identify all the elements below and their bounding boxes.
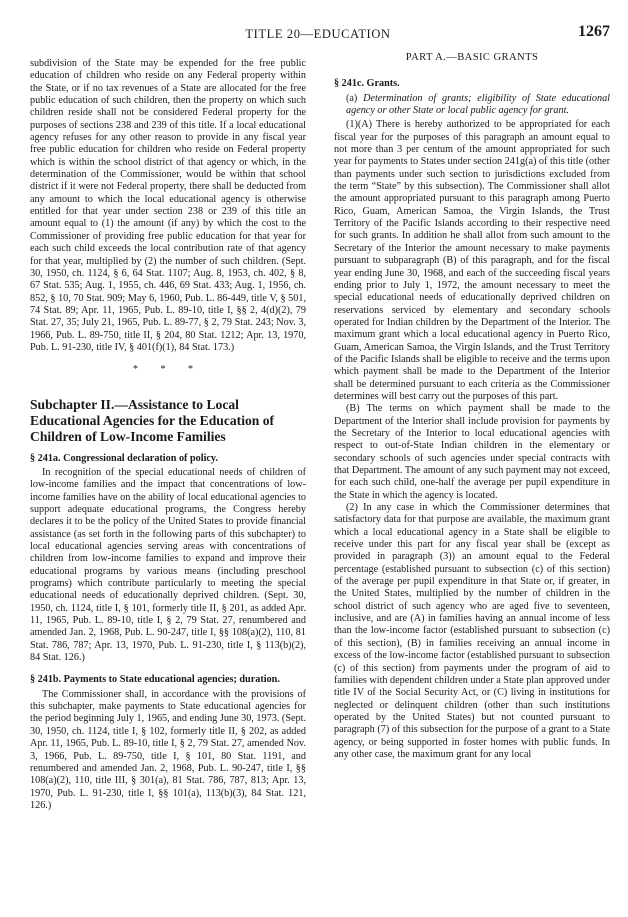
section-241b-text: The Commissioner shall, in accordance with the provisions of this subchapter, make payments to State educational agencies for the period beginning July 1, 1965, and ending June 30, 1973. (Sept. 30, 1950, ch. 1124, title I, § 102, formerly title II, § 202, as added Apr. 11, 1965, Pub. L. 89-10, title I, § 2, 79 Stat. 27, amended Nov. 3, 1966, Pub. L. 89-750, title I, § 101, 80 Stat. 1191, and renumbered and amended Jan. 2, 1968, Pub. L. 90-247, title I, §§ 108(a)(2), 110, title III, § 301(a), 81 Stat. 786, 787, 813; Apr. 13, 1970, Pub. L. 91-230, title I, §§ 101(a), 113(b)(3), 84 Stat. 121, 126.): [30, 688, 306, 811]
section-241a-heading: § 241a. Congressional declaration of policy.: [30, 452, 219, 464]
running-header: [26, 23, 610, 43]
paragraph-1A: (1)(A) There is hereby authorized to be appropriated for each fiscal year for the purposes of this paragraph an amount equal to not more than 3 per centum of the amount appropriated for such year for payments to States under section 241g(a) of this title (other than payments under such section to jurisdictions excluded from the term “State” by this subsection). The Commissioner shall allot the amount appropriated pursuant to this paragraph among Puerto Rico, Guam, American Samoa, the Virgin Islands, the Trust Territory of the Pacific Islands according to their respective need for such grants. In addition he shall allot from such amount to the Secretary of the Interior the amount necessary to make payments pursuant to subparagraph (B) of this paragraph, and for the fiscal year ending June 30, 1968, and each of the succeeding fiscal years ending prior to July 1, 1972, the amount necessary to meet the special educational needs of educationally deprived children on reservations serviced by elementary and secondary schools operated for Indian children by the Department of the Interior. The maximum grant which a local educational agency in Puerto Rico, Guam, American Samoa, the Virgin Islands, and the Trust Territory of the Pacific Islands shall be eligible to receive and the terms upon which payment shall be made to the Department of the Interior shall be determined pursuant to each criteria as the Commissioner determines will best carry out the purposes of this part.: [334, 119, 610, 402]
subchapter-heading: Subchapter II.—Assistance to Local Educational Agencies for the Education of Children of Low-Income Families: [30, 396, 275, 444]
continuation-paragraph: subdivision of the State may be expended for the free public education of children who reside on any Federal property within the State, or if no tax revenues of a State are allocated for the free public education of such children, then the property on which such children reside shall not be considered Federal property for the purposes of sections 238 and 239 of this title. If a local educational agency refuses for any other reason to provide in any fiscal year free public education for children who reside on Federal property which is within the school district of that agency or which, in the determination of the Commissioner, would be within that school district if it were not Federal property, there shall be deducted from any amount to which the local educational agency is otherwise entitled for that year under section 238 or 239 of this title an amount equal to (1) the amount (if any) by which the cost to the Commissioner of providing free public education for that year for each such child exceeds the local contribution rate of that agency for that year, multiplied by (2) the number of such children. (Sept. 30, 1950, ch. 1124, § 6, 64 Stat. 1107; Aug. 8, 1953, ch. 402, § 8, 67 Stat. 535; Aug. 1, 1955, ch. 446, 69 Stat. 433; Aug. 1, 1956, ch. 852, § 10, 70 Stat. 909; May 6, 1960, Pub. L. 86-449, title V, § 501, 74 Stat. 89; Apr. 11, 1965, Pub. L. 89-10, title I, §§ 2, 4(d)(2), 79 Stat. 27, 35; July 21, 1965, Pub. L. 89-77, § 2, 79 Stat. 243; Nov. 3, 1966, Pub. L. 89-750, title II, § 204, 80 Stat. 1212; Apr. 13, 1970, Pub. L. 91-230, title IV, § 401(f)(1), 84 Stat. 173.): [30, 58, 306, 353]
section-separator-stars: * * *: [133, 364, 203, 376]
part-heading: PART A.—BASIC GRANTS: [405, 52, 539, 63]
paragraph-1B: (B) The terms on which payment shall be made to the Department of the Interior shall include provision for payments by the Secretary of the Interior to local educational agencies with respect to out-of-State Indian children in the elementary or secondary schools of such agencies under special contracts with that Department. The amount of any such payment may not exceed, for each such child, one-half the average per pupil expenditure in the State in which the agency is located.: [334, 403, 610, 501]
subsection-a-title: Determination of grants; eligibility of State educational agency or other State or local public agency for grant.: [346, 92, 610, 117]
section-241c-heading: § 241c. Grants.: [334, 78, 400, 90]
running-title: TITLE 20—EDUCATION: [245, 27, 391, 41]
paragraph-2: (2) In any case in which the Commissioner determines that satisfactory data for that purpose are available, the maximum grant which a local educational agency in a State shall be eligible to receive under this part for any fiscal year shall be (except as provided in paragraph (3)) an amount equal to the Federal percentage (established pursuant to subsection (c) of this section) of the average per pupil expenditure in that State or, if greater, in the United States, multiplied by the number of children in the school district of such agency who are aged five to seventeen, inclusive, and are (A) in families having an annual income of less than the low-income factor (established pursuant to subsection (c) of this section), (B) in families receiving an annual income in excess of the low-income factor (established pursuant to subsection (c) of this section) from payments under the program of aid to families with dependent children under a State plan approved under title IV of the Social Security Act, or (C) living in institutions for neglected or delinquent children (other than such institutions operated by the United States) but not counted pursuant to paragraph (7) of this subsection for the purpose of a grant to a State agency, or being supported in foster homes with public funds. In any other case, the maximum grant for any local: [334, 502, 610, 760]
subsection-a-label: (a): [346, 92, 358, 104]
page-number: 1267: [578, 23, 610, 40]
section-241a-text: In recognition of the special educational needs of children of low-income families and the impact that concentrations of low-income families have on the ability of local educational agencies to support adequate educational programs, the Congress hereby declares it to be the policy of the United States to provide financial assistance (as set forth in the following parts of this subchapter) to local educational agencies serving areas with concentrations of children from low-income families to expand and improve their educational programs by various means (including preschool programs) which contribute particularly to meeting the special educational needs of educationally deprived children. (Sept. 30, 1950, ch. 1124, title I, § 101, formerly title II, § 201, as added Apr. 11, 1965, Pub. L. 89-10, title I, § 2, 79 Stat. 27, renumbered and amended Jan. 2, 1968, Pub. L. 90-247, title I, §§ 108(a)(2), 110, 81 Stat. 786, 787; Apr. 13, 1970, Pub. L. 91-230, title I, § 113(b)(2), 84 Stat. 126.): [30, 466, 306, 664]
section-241b-heading: § 241b. Payments to State educational agencies; duration.: [30, 674, 280, 686]
subsection-a-heading: [346, 93, 610, 118]
left-column: [30, 58, 306, 812]
right-column: [334, 52, 610, 761]
